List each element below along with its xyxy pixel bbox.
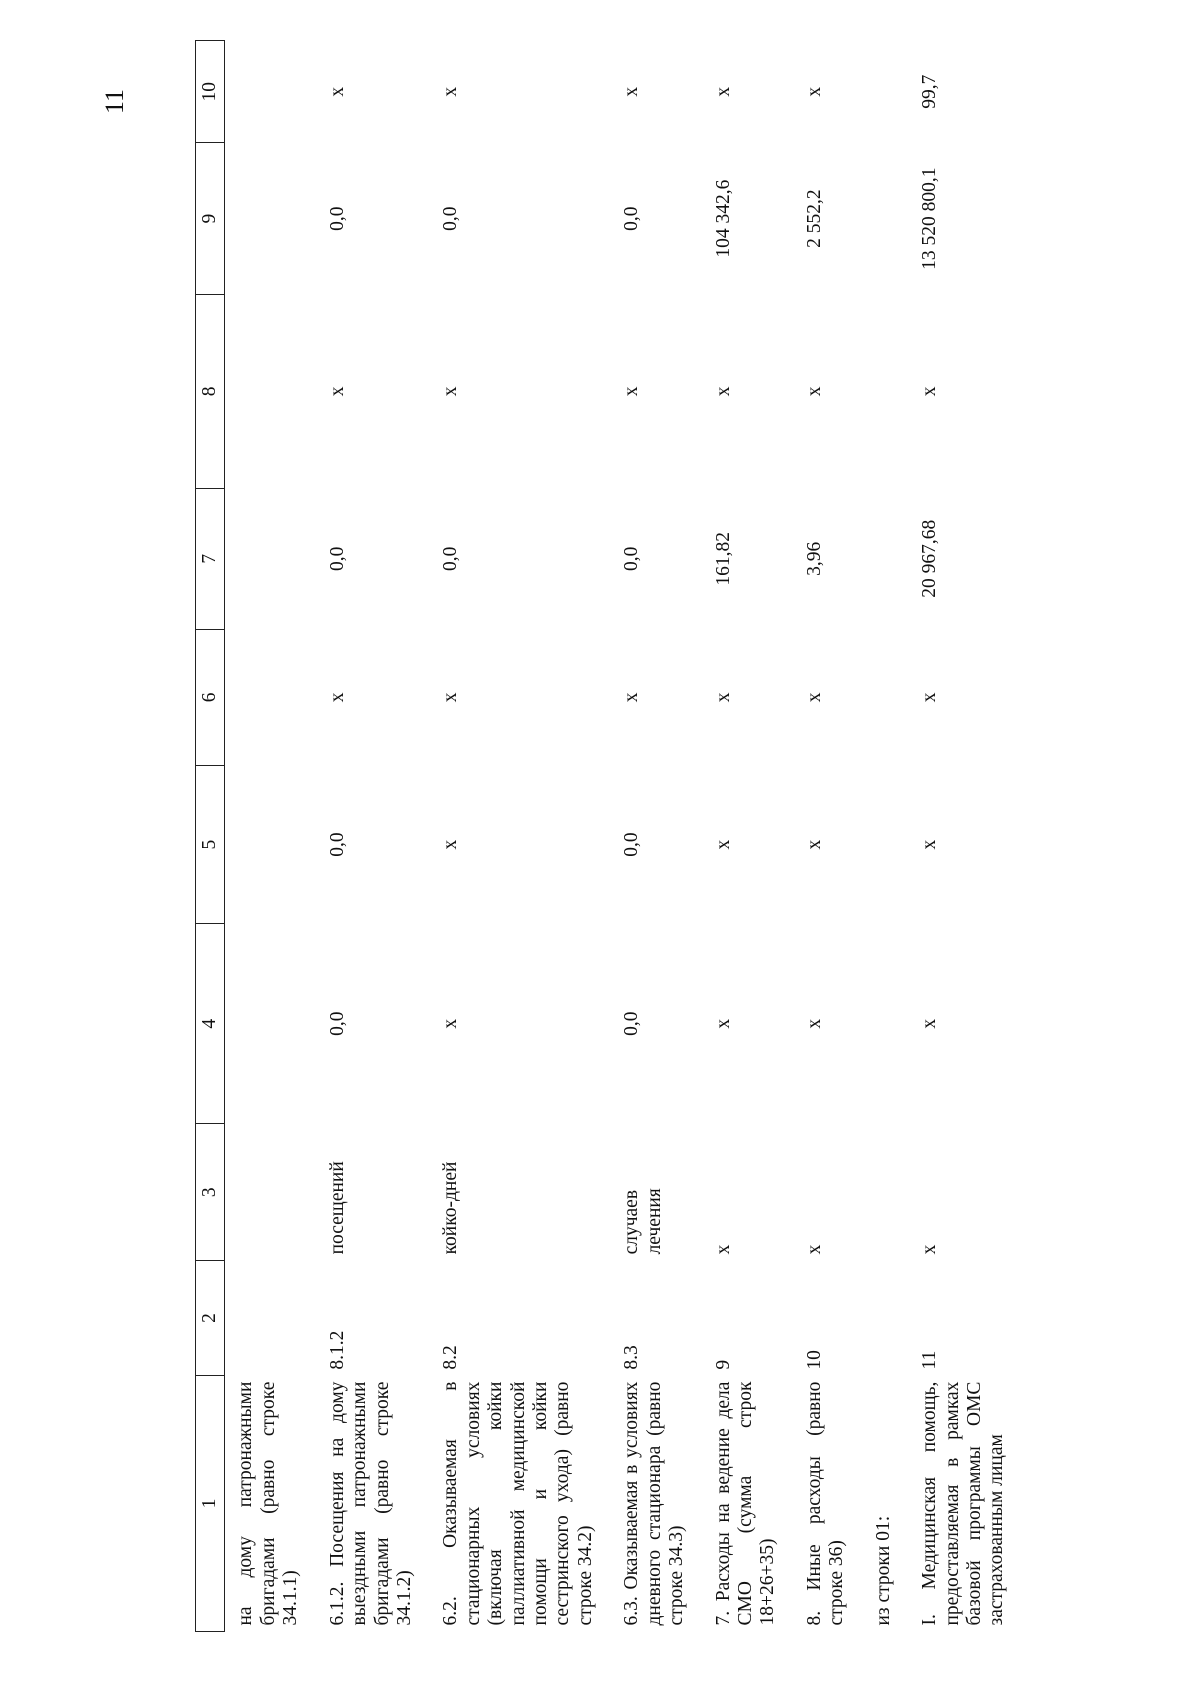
- table-cell-col10: х: [621, 86, 643, 97]
- table-cell-col10: х: [803, 86, 825, 97]
- table-cell-col5: 0,0: [621, 832, 643, 857]
- table-cell-col4: 0,0: [326, 1011, 348, 1036]
- table-cell-col6: х: [621, 692, 643, 703]
- table-cell-col3: х: [803, 1244, 825, 1255]
- table-cell-col7: [225, 488, 317, 629]
- table-cell-col3: х: [712, 1244, 734, 1255]
- table-cell-col4: х: [803, 1018, 825, 1029]
- table-cell-col10: [225, 41, 317, 143]
- table-cell-col8: х: [326, 386, 348, 397]
- table-row: [863, 41, 909, 1632]
- table-cell-col6: х: [919, 692, 941, 703]
- table-cell-col2: [225, 1260, 317, 1375]
- column-header-9: 9: [196, 143, 225, 294]
- column-header-6: 6: [196, 629, 225, 765]
- table-cell-col8: х: [621, 386, 643, 397]
- column-header-10: 10: [196, 41, 225, 143]
- table-cell-col6: х: [326, 692, 348, 703]
- table-row: [794, 41, 863, 1632]
- column-header-2: 2: [196, 1260, 225, 1375]
- table-cell-col9: 0,0: [621, 206, 643, 231]
- table-cell-col7: 20 967,68: [919, 519, 941, 598]
- table-cell-col4: х: [712, 1018, 734, 1029]
- table-cell-col10: х: [326, 86, 348, 97]
- table-header-row: [196, 41, 225, 1632]
- table-cell-col4: [225, 923, 317, 1123]
- table-cell-col4: [863, 923, 909, 1123]
- table-cell-col4: 0,0: [621, 1011, 643, 1036]
- table-cell-col1: 8. Иные расходы (равно строке 36): [803, 1381, 848, 1626]
- table-cell-col2: 11: [919, 1350, 941, 1370]
- table-cell-col2: [863, 1260, 909, 1375]
- column-header-5: 5: [196, 766, 225, 924]
- table-cell-col4: х: [919, 1018, 941, 1029]
- table-cell-col7: [863, 488, 909, 629]
- table-cell-col5: х: [919, 839, 941, 850]
- table-cell-col5: х: [440, 839, 462, 850]
- table-row: [225, 41, 317, 1632]
- table-cell-col2: 10: [803, 1350, 825, 1370]
- table-cell-col9: 104 342,6: [712, 179, 734, 258]
- page-number: 11: [100, 88, 129, 114]
- table-cell-col8: х: [803, 386, 825, 397]
- table-cell-col1: на дому патронажными бригадами (равно строке 34.1.1): [235, 1381, 302, 1626]
- table-cell-col6: х: [440, 692, 462, 703]
- table-cell-col10: х: [440, 86, 462, 97]
- table-cell-col2: 8.3: [621, 1345, 643, 1370]
- table-cell-col6: [225, 629, 317, 765]
- table-cell-col1: 7. Расходы на ведение дела СМО (сумма строк 18+26+35): [712, 1381, 779, 1626]
- table-cell-col7: 161,82: [712, 531, 734, 586]
- table-cell-col4: х: [440, 1018, 462, 1029]
- table-row: [317, 41, 431, 1632]
- table-cell-col10: [863, 41, 909, 143]
- table-cell-col7: 3,96: [803, 541, 825, 576]
- column-header-8: 8: [196, 294, 225, 488]
- table-cell-col9: [863, 143, 909, 294]
- table-cell-col10: 99,7: [919, 74, 941, 109]
- table-cell-col5: 0,0: [326, 832, 348, 857]
- table-row: [611, 41, 702, 1632]
- table-row: [909, 41, 1023, 1632]
- table-row: [430, 41, 611, 1632]
- table-cell-col5: [863, 766, 909, 924]
- data-table: [195, 40, 1023, 1632]
- table-cell-col6: х: [803, 692, 825, 703]
- table-cell-col8: х: [919, 386, 941, 397]
- table-cell-col1: из строки 01:: [872, 1515, 894, 1626]
- table-cell-col3: [225, 1124, 317, 1260]
- table-cell-col10: х: [712, 86, 734, 97]
- table-cell-col7: 0,0: [326, 546, 348, 571]
- table-cell-col9: [225, 143, 317, 294]
- table-row: [703, 41, 794, 1632]
- column-header-3: 3: [196, 1124, 225, 1260]
- table-cell-col1: 6.2. Оказываемая в стационарных условиях (включая койки паллиативной медицинской помощи и койки сестринского ухода) (равно строке 34.2): [440, 1381, 596, 1626]
- table-cell-col3: [863, 1124, 909, 1260]
- table-cell-col9: 0,0: [440, 206, 462, 231]
- table-cell-col8: х: [712, 386, 734, 397]
- table-cell-col3: случаев лечения: [621, 1188, 665, 1255]
- table-cell-col3: койко-дней: [440, 1161, 462, 1255]
- table-cell-col3: х: [919, 1244, 941, 1255]
- table-cell-col8: х: [440, 386, 462, 397]
- table-cell-col5: х: [803, 839, 825, 850]
- table-cell-col2: 8.1.2: [326, 1330, 348, 1370]
- table-cell-col1: 6.3. Оказываемая в условиях дневного стационара (равно строке 34.3): [621, 1381, 688, 1626]
- table-cell-col1: I. Медицинская помощь, предоставляемая в рамках базовой программы ОМС застрахованным лицам: [919, 1381, 1008, 1626]
- table-container: [195, 40, 1008, 1632]
- table-cell-col6: [863, 629, 909, 765]
- table-cell-col2: 9: [712, 1359, 734, 1370]
- column-header-1: 1: [196, 1376, 225, 1632]
- table-cell-col9: 13 520 800,1: [919, 167, 941, 270]
- table-cell-col6: х: [712, 692, 734, 703]
- table-cell-col8: [863, 294, 909, 488]
- table-cell-col7: 0,0: [440, 546, 462, 571]
- table-cell-col9: 2 552,2: [803, 189, 825, 248]
- table-cell-col5: х: [712, 839, 734, 850]
- table-cell-col2: 8.2: [440, 1345, 462, 1370]
- table-cell-col5: [225, 766, 317, 924]
- table-cell-col8: [225, 294, 317, 488]
- column-header-7: 7: [196, 488, 225, 629]
- column-header-4: 4: [196, 923, 225, 1123]
- table-cell-col9: 0,0: [326, 206, 348, 231]
- table-cell-col1: 6.1.2. Посещения на дому выездными патронажными бригадами (равно строке 34.1.2): [326, 1381, 415, 1626]
- table-cell-col7: 0,0: [621, 546, 643, 571]
- table-cell-col3: посещений: [326, 1161, 348, 1255]
